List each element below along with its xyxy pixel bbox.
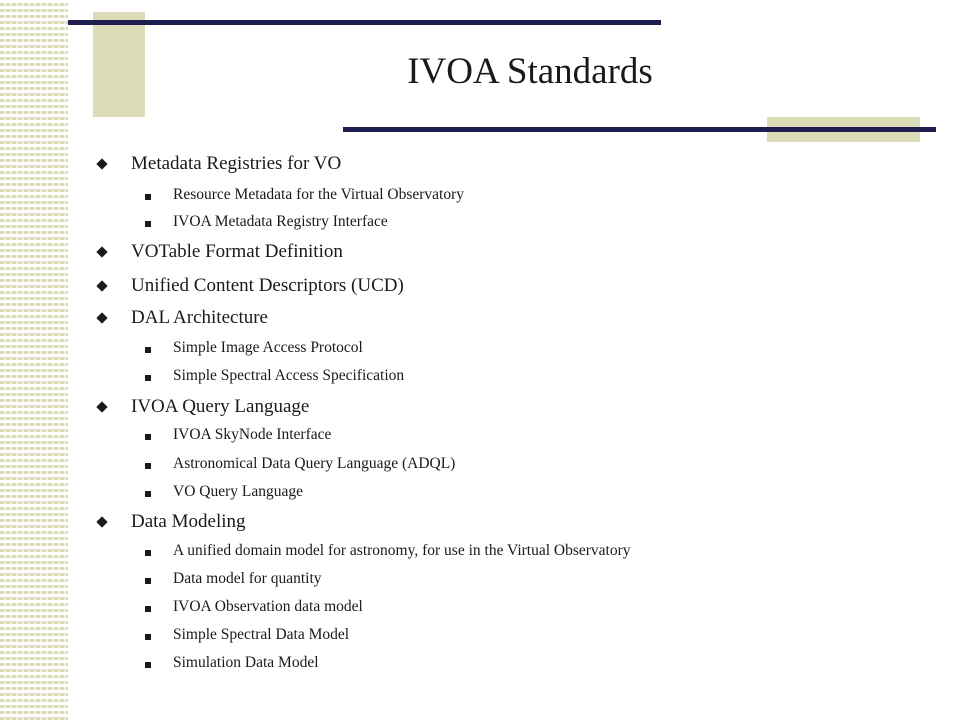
list-item: Data model for quantity (173, 570, 322, 587)
square-bullet-icon (145, 221, 151, 227)
slide-title: IVOA Standards (407, 51, 653, 92)
list-item: IVOA Metadata Registry Interface (173, 213, 388, 230)
square-bullet-icon (145, 550, 151, 556)
list-item: IVOA Query Language (131, 396, 310, 417)
square-bullet-icon (145, 194, 151, 200)
list-item: IVOA Observation data model (173, 598, 363, 615)
list-item: Data Modeling (131, 511, 246, 532)
square-bullet-icon (145, 463, 151, 469)
list-item: VO Query Language (173, 483, 303, 500)
list-item: Unified Content Descriptors (UCD) (131, 275, 404, 296)
list-item: IVOA SkyNode Interface (173, 426, 332, 443)
list-item: Astronomical Data Query Language (ADQL) (173, 455, 456, 472)
list-item: Simple Spectral Access Specification (173, 367, 405, 384)
list-item: VOTable Format Definition (131, 241, 343, 262)
list-item: Simple Spectral Data Model (173, 626, 350, 643)
square-bullet-icon (145, 578, 151, 584)
square-bullet-icon (145, 491, 151, 497)
list-item: Simple Image Access Protocol (173, 339, 363, 356)
list-item: DAL Architecture (131, 307, 268, 328)
list-item: Resource Metadata for the Virtual Observatory (173, 186, 465, 203)
square-bullet-icon (145, 662, 151, 668)
square-bullet-icon (145, 347, 151, 353)
list-item: Simulation Data Model (173, 654, 319, 671)
square-bullet-icon (145, 634, 151, 640)
square-bullet-icon (145, 375, 151, 381)
square-bullet-icon (145, 434, 151, 440)
list-item: A unified domain model for astronomy, for use in the Virtual Observatory (173, 542, 631, 559)
list-item: Metadata Registries for VO (131, 153, 342, 174)
square-bullet-icon (145, 606, 151, 612)
